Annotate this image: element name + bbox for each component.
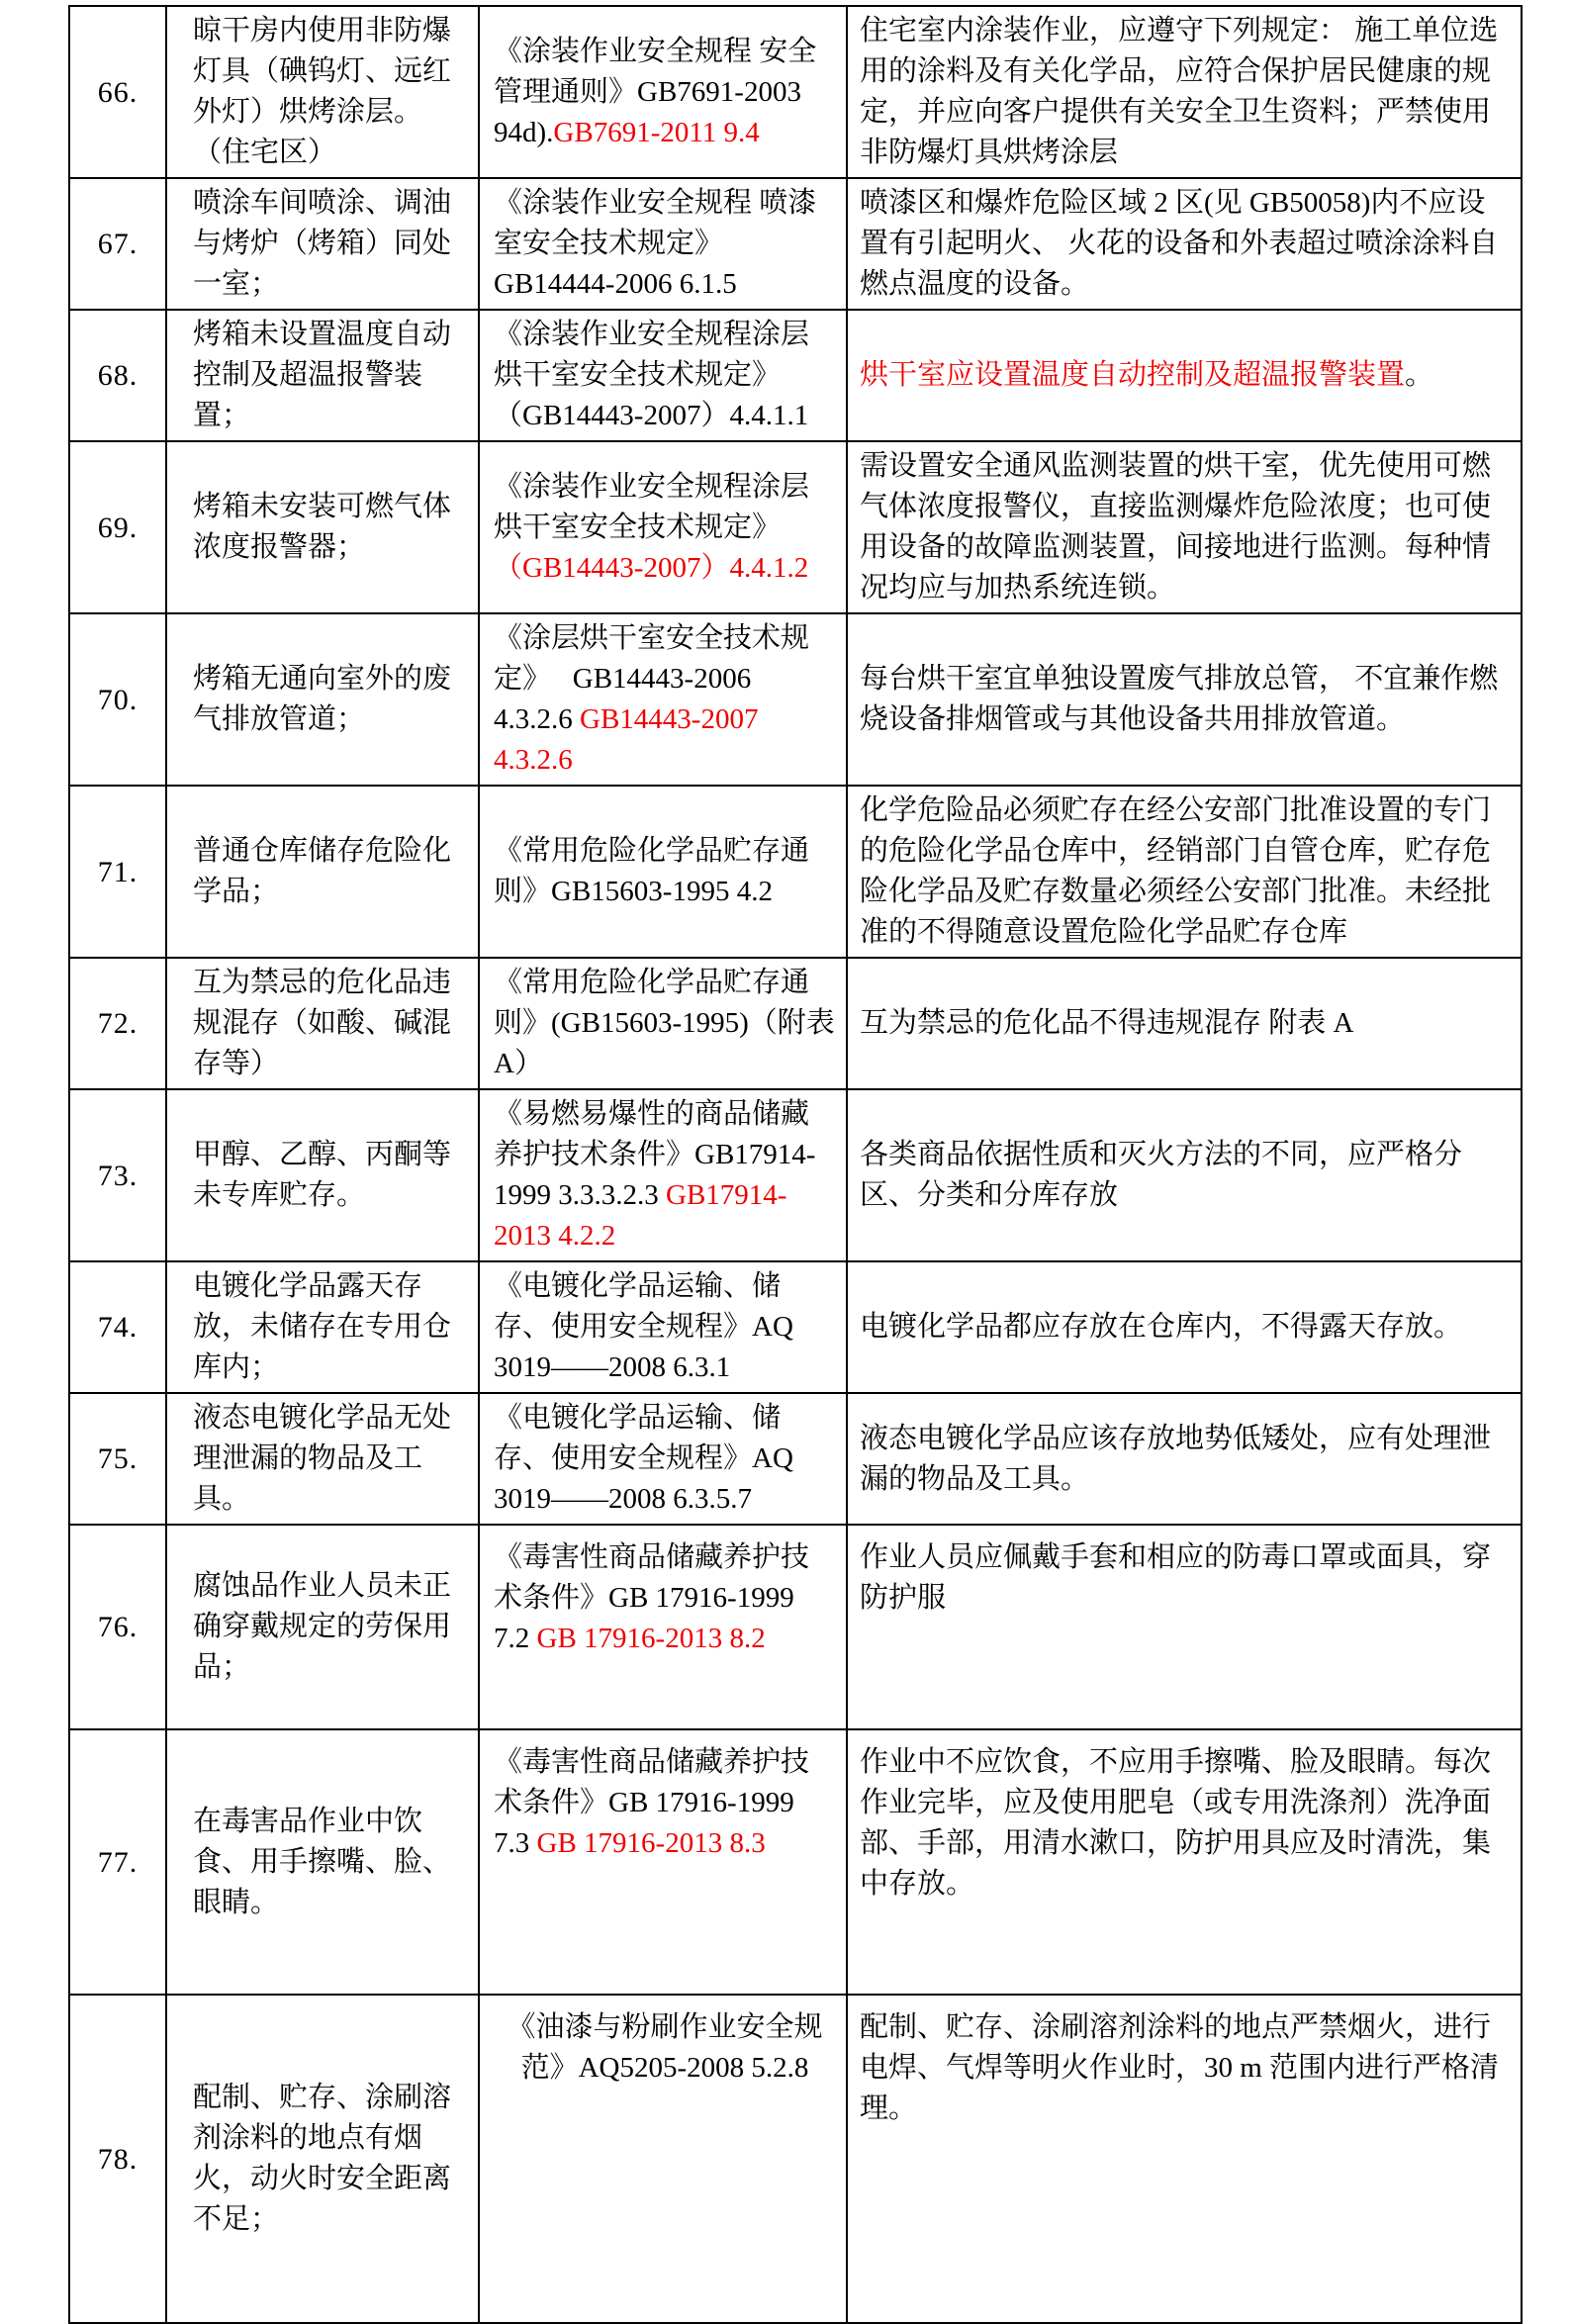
regulation-red-text: GB 17916-2013 8.2 bbox=[536, 1623, 766, 1654]
row-number: 75. bbox=[69, 1393, 166, 1525]
row-number: 78. bbox=[69, 1995, 166, 2323]
requirement-text-cell bbox=[847, 1525, 1522, 1729]
row-number: 76. bbox=[69, 1525, 166, 1729]
violation-description-cell: 喷涂车间喷涂、调油与烤炉（烤箱）同处一室； bbox=[166, 178, 479, 310]
table-row bbox=[69, 1089, 1522, 1261]
cell-text: 作业人员应佩戴手套和相应的防毒口罩或面具，穿防护服 bbox=[860, 1541, 1492, 1614]
cell-text: 作业中不应饮食，不应用手擦嘴、脸及眼睛。每次作业完毕，应及使用肥皂（或专用洗涤剂）洗净面部、手部，用清水漱口，防护用具应及时清洗，集中存放。 bbox=[860, 1746, 1492, 1900]
cell-text: 。 bbox=[1405, 359, 1434, 391]
cell-text: 《涂装作业安全规程 喷漆室安全技术规定》GB14444-2006 6.1.5 bbox=[494, 187, 817, 300]
regulation-reference-cell bbox=[479, 1393, 847, 1525]
cell-text: 《电镀化学品运输、储存、使用安全规程》AQ 3019——2008 6.3.1 bbox=[494, 1270, 793, 1383]
table-row bbox=[69, 958, 1522, 1089]
requirement-text-cell bbox=[847, 441, 1522, 613]
table-row bbox=[69, 178, 1522, 310]
regulation-red-text: GB14443-2007 4.3.2.6 bbox=[494, 703, 759, 776]
regulation-reference-cell bbox=[479, 441, 847, 613]
table-row bbox=[69, 310, 1522, 441]
violation-description-cell: 电镀化学品露天存放，未储存在专用仓库内； bbox=[166, 1261, 479, 1393]
table-row bbox=[69, 786, 1522, 958]
row-number: 72. bbox=[69, 958, 166, 1089]
requirement-text-cell bbox=[847, 958, 1522, 1089]
cell-text: 《油漆与粉刷作业安全规范》AQ5205-2008 5.2.8 bbox=[507, 2011, 823, 2084]
requirement-text-cell bbox=[847, 178, 1522, 310]
cell-text: 电镀化学品都应存放在仓库内，不得露天存放。 bbox=[860, 1311, 1463, 1343]
cell-text: 互为禁忌的危化品不得违规混存 附表 A bbox=[860, 1007, 1354, 1039]
cell-text: 《涂装作业安全规程涂层烘干室安全技术规定》（GB14443-2007）4.4.1.1 bbox=[494, 319, 810, 431]
table-row bbox=[69, 6, 1522, 178]
table-row bbox=[69, 1261, 1522, 1393]
cell-text: 《常用危险化学品贮存通则》GB15603-1995 4.2 bbox=[494, 835, 810, 907]
requirement-text-cell bbox=[847, 613, 1522, 786]
violation-description-cell: 配制、贮存、涂刷溶剂涂料的地点有烟火，动火时安全距离不足； bbox=[166, 1995, 479, 2323]
row-number: 68. bbox=[69, 310, 166, 441]
violation-description-cell: 液态电镀化学品无处理泄漏的物品及工具。 bbox=[166, 1393, 479, 1525]
violation-description-cell: 烤箱未安装可燃气体浓度报警器； bbox=[166, 441, 479, 613]
cell-text: 住宅室内涂装作业，应遵守下列规定： 施工单位选用的涂料及有关化学品，应符合保护居民健康的规定，并应向客户提供有关安全卫生资料；严禁使用非防爆灯具烘烤涂层 bbox=[860, 15, 1499, 168]
table-row bbox=[69, 1525, 1522, 1729]
regulation-red-text: GB7691-2011 9.4 bbox=[553, 116, 760, 148]
requirement-text-cell bbox=[847, 1729, 1522, 1995]
table-row bbox=[69, 1995, 1522, 2323]
cell-text: 《涂装作业安全规程 安全管理通则》GB7691-2003 94d). bbox=[494, 35, 817, 148]
cell-text: 《常用危险化学品贮存通则》(GB15603-1995)（附表 A） bbox=[494, 967, 835, 1079]
table-row bbox=[69, 1393, 1522, 1525]
regulation-reference-cell bbox=[479, 1995, 847, 2323]
table-body bbox=[69, 6, 1522, 2323]
row-number: 71. bbox=[69, 786, 166, 958]
regulation-reference-cell bbox=[479, 1261, 847, 1393]
requirement-text-cell bbox=[847, 1261, 1522, 1393]
table-row bbox=[69, 441, 1522, 613]
regulation-reference-cell bbox=[479, 1729, 847, 1995]
cell-text: 《毒害性商品储藏养护技术条件》GB 17916-1999 7.3 bbox=[494, 1746, 810, 1859]
row-number: 67. bbox=[69, 178, 166, 310]
cell-text: 《涂层烘干室安全技术规定》 GB14443-2006 4.3.2.6 bbox=[494, 622, 810, 735]
row-number: 74. bbox=[69, 1261, 166, 1393]
cell-text: 《涂装作业安全规程涂层烘干室安全技术规定》 bbox=[494, 470, 810, 543]
row-number: 73. bbox=[69, 1089, 166, 1261]
row-number: 70. bbox=[69, 613, 166, 786]
requirement-text-cell bbox=[847, 6, 1522, 178]
violation-description-cell: 烤箱无通向室外的废气排放管道； bbox=[166, 613, 479, 786]
row-number: 77. bbox=[69, 1729, 166, 1995]
regulation-red-text: 烘干室应设置温度自动控制及超温报警装置 bbox=[860, 359, 1406, 391]
regulation-reference-cell bbox=[479, 6, 847, 178]
row-number: 69. bbox=[69, 441, 166, 613]
regulation-reference-cell bbox=[479, 613, 847, 786]
cell-text: 每台烘干室宜单独设置废气排放总管， 不宜兼作燃烧设备排烟管或与其他设备共用排放管道。 bbox=[860, 663, 1499, 735]
cell-text: 液态电镀化学品应该存放地势低矮处，应有处理泄漏的物品及工具。 bbox=[860, 1422, 1492, 1495]
violation-description-cell: 普通仓库储存危险化学品； bbox=[166, 786, 479, 958]
table-row bbox=[69, 1729, 1522, 1995]
cell-text: 《毒害性商品储藏养护技术条件》GB 17916-1999 7.2 bbox=[494, 1541, 810, 1654]
cell-text: 配制、贮存、涂刷溶剂涂料的地点严禁烟火，进行电焊、气焊等明火作业时，30 m 范围内进行严格清理。 bbox=[860, 2011, 1500, 2124]
safety-violations-table bbox=[68, 5, 1523, 2324]
cell-text: 各类商品依据性质和灭火方法的不同，应严格分区、分类和分库存放 bbox=[860, 1139, 1463, 1211]
violation-description-cell: 在毒害品作业中饮食、用手擦嘴、脸、眼睛。 bbox=[166, 1729, 479, 1995]
cell-text: 《电镀化学品运输、储存、使用安全规程》AQ 3019——2008 6.3.5.7 bbox=[494, 1402, 793, 1515]
table-row bbox=[69, 613, 1522, 786]
regulation-red-text: （GB14443-2007）4.4.1.2 bbox=[494, 551, 809, 584]
regulation-reference-cell bbox=[479, 786, 847, 958]
requirement-text-cell bbox=[847, 786, 1522, 958]
cell-text: 《易燃易爆性的商品储藏养护技术条件》GB17914-1999 3.3.3.2.3 bbox=[494, 1098, 816, 1211]
requirement-text-cell bbox=[847, 310, 1522, 441]
regulation-reference-cell bbox=[479, 310, 847, 441]
regulation-reference-cell bbox=[479, 1089, 847, 1261]
regulation-reference-cell bbox=[479, 1525, 847, 1729]
requirement-text-cell bbox=[847, 1393, 1522, 1525]
cell-text: 需设置安全通风监测装置的烘干室，优先使用可燃气体浓度报警仪，直接监测爆炸危险浓度；也可使用设备的故障监测装置，间接地进行监测。每种情况均应与加热系统连锁。 bbox=[860, 450, 1492, 604]
cell-text: 化学危险品必须贮存在经公安部门批准设置的专门的危险化学品仓库中，经销部门自管仓库，贮存危险化学品及贮存数量必须经公安部门批准。未经批准的不得随意设置危险化学品贮存仓库 bbox=[860, 794, 1492, 948]
regulation-red-text: GB 17916-2013 8.3 bbox=[536, 1827, 766, 1859]
requirement-text-cell bbox=[847, 1995, 1522, 2323]
violation-description-cell: 晾干房内使用非防爆灯具（碘钨灯、远红外灯）烘烤涂层。（住宅区） bbox=[166, 6, 479, 178]
cell-text: 喷漆区和爆炸危险区域 2 区(见 GB50058)内不应设置有引起明火、 火花的设备和外表超过喷涂涂料自燃点温度的设备。 bbox=[860, 187, 1499, 300]
violation-description-cell: 甲醇、乙醇、丙酮等未专库贮存。 bbox=[166, 1089, 479, 1261]
regulation-reference-cell bbox=[479, 178, 847, 310]
regulation-reference-cell bbox=[479, 958, 847, 1089]
row-number: 66. bbox=[69, 6, 166, 178]
requirement-text-cell bbox=[847, 1089, 1522, 1261]
violation-description-cell: 烤箱未设置温度自动控制及超温报警装置； bbox=[166, 310, 479, 441]
regulation-red-text: GB17914-2013 4.2.2 bbox=[494, 1179, 787, 1252]
violation-description-cell: 互为禁忌的危化品违规混存（如酸、碱混存等） bbox=[166, 958, 479, 1089]
violation-description-cell: 腐蚀品作业人员未正确穿戴规定的劳保用品； bbox=[166, 1525, 479, 1729]
